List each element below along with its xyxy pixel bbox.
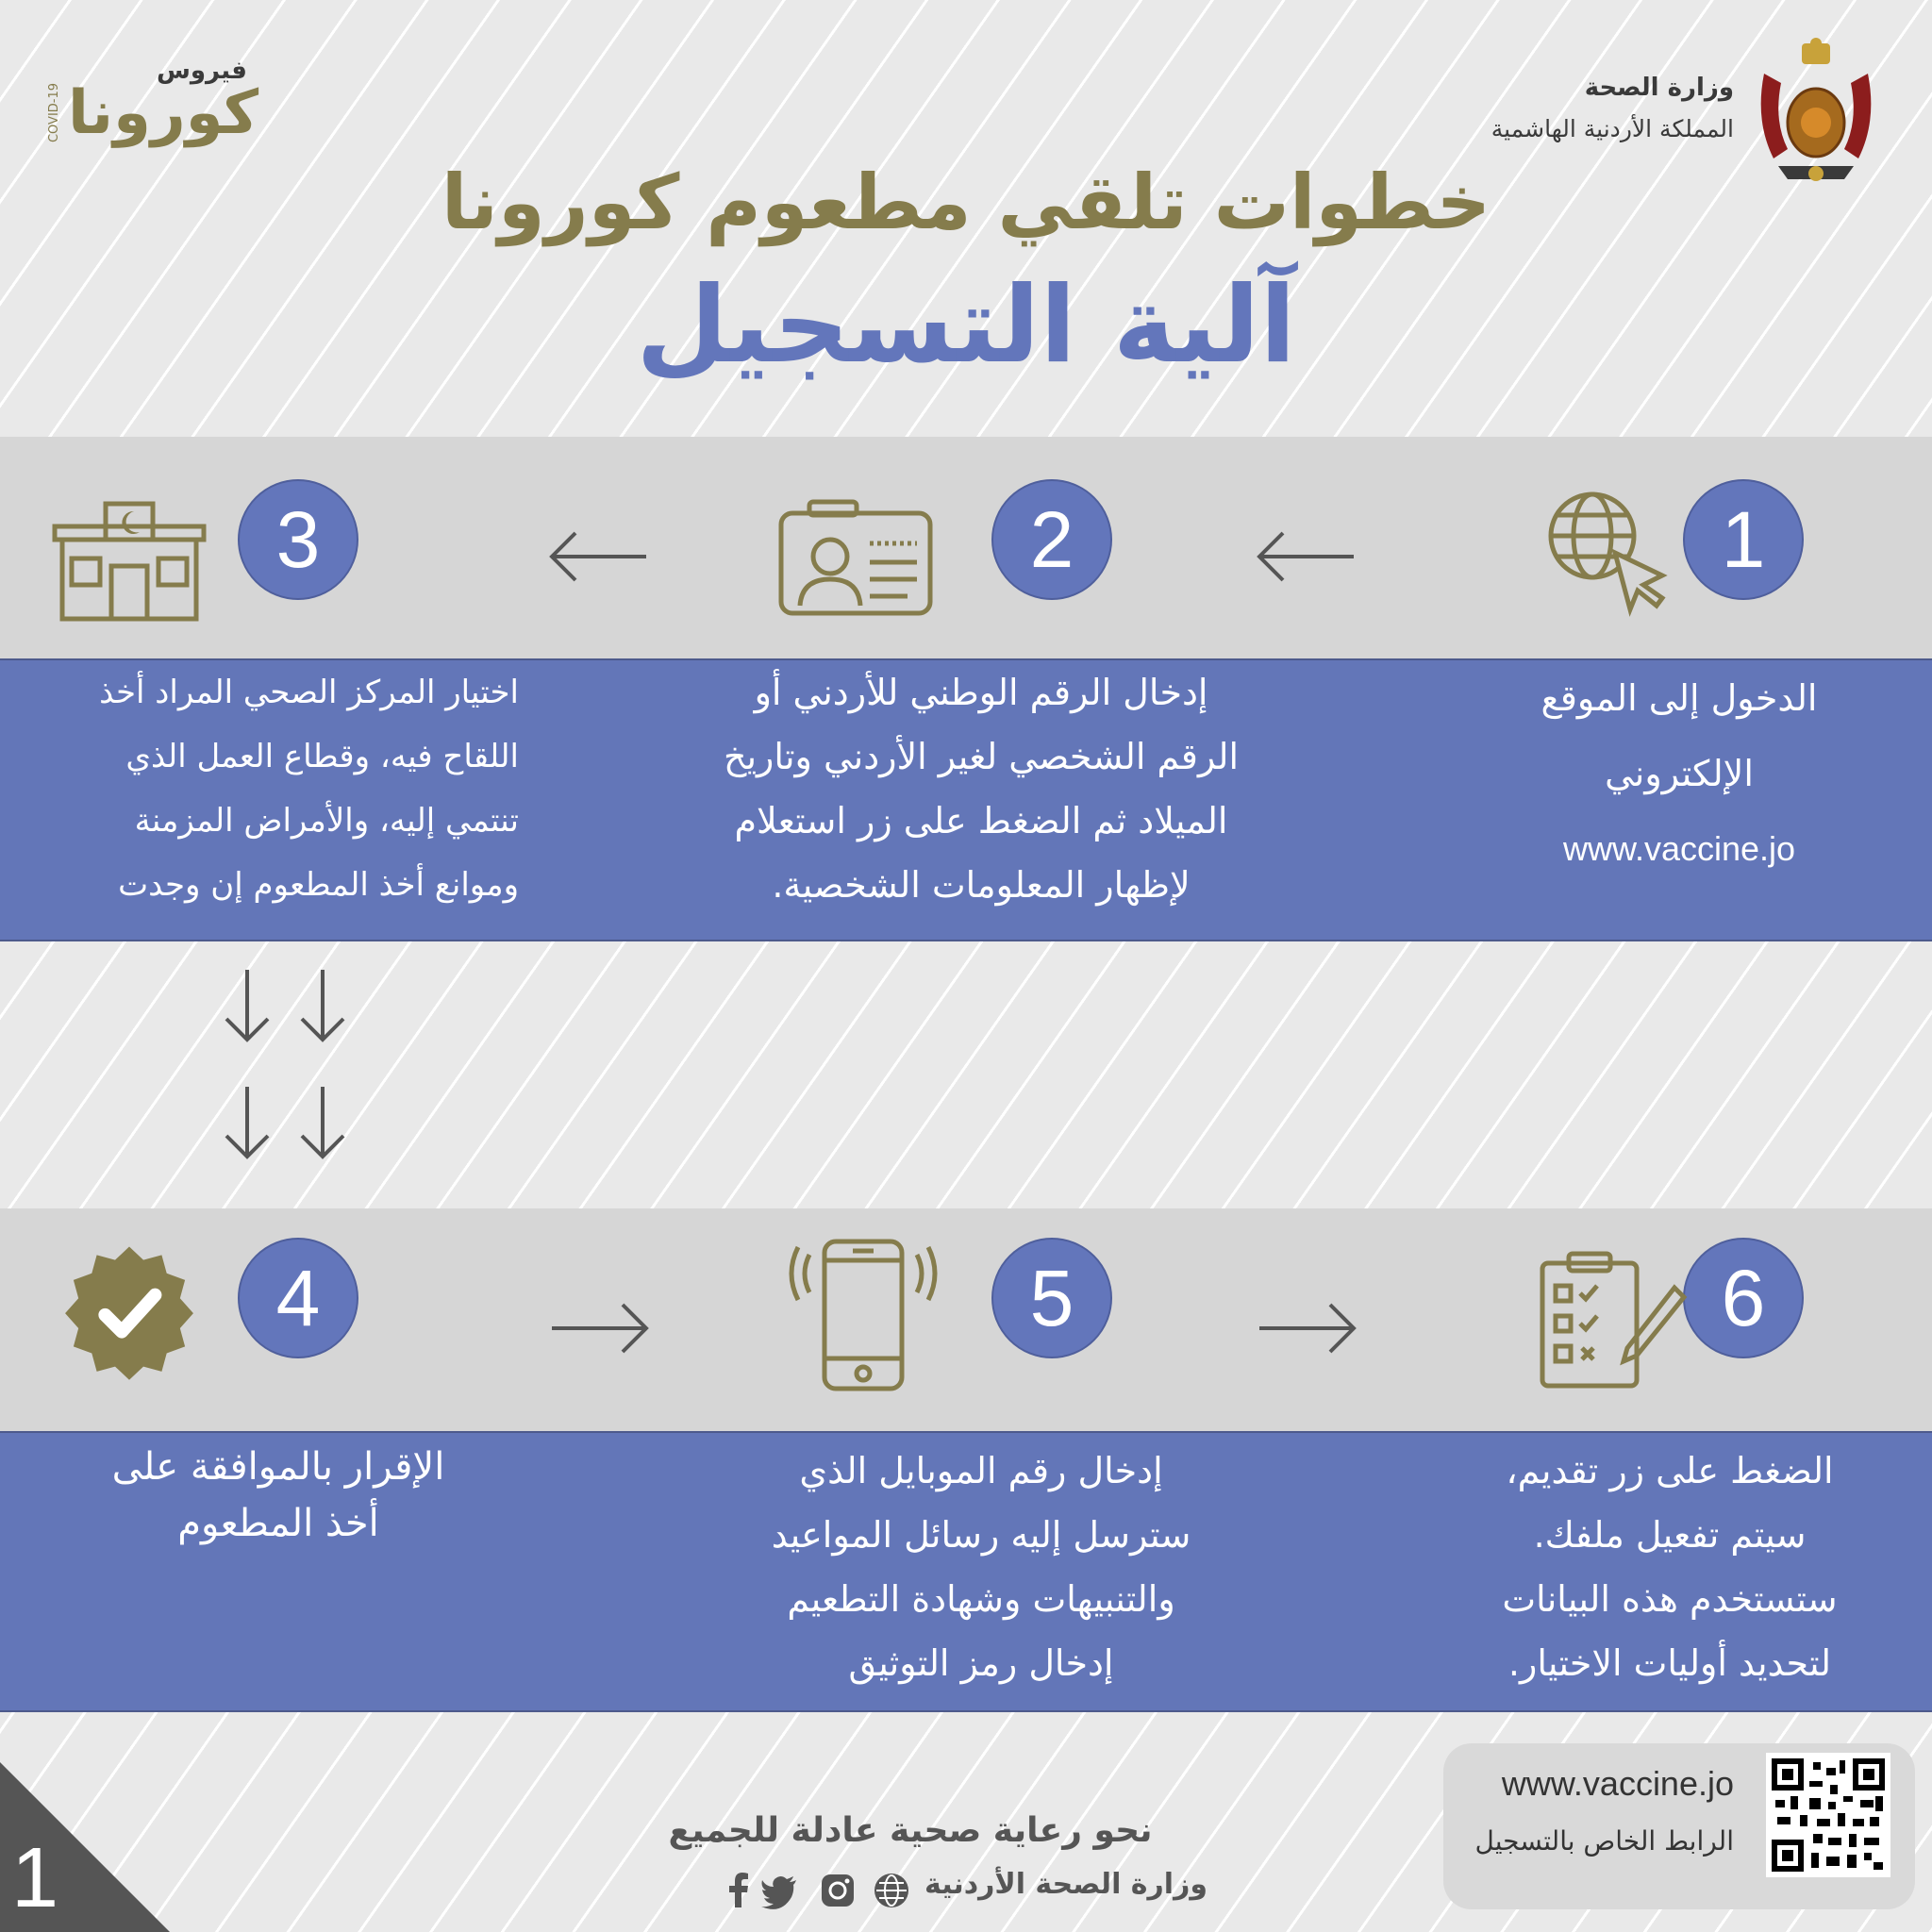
step-2-line: الميلاد ثم الضغط على زر استعلام (734, 800, 1228, 841)
health-center-icon (49, 491, 209, 632)
step-5-line: والتنبيهات وشهادة التطعيم (787, 1578, 1175, 1620)
step-4-line: الإقرار بالموافقة على (111, 1445, 445, 1489)
arrow-left-icon (1255, 528, 1358, 585)
footer-slogan: نحو رعاية صحية عادلة للجميع (668, 1811, 1153, 1850)
corona-logo-small: فيروس (157, 57, 247, 85)
step-1-text (1472, 660, 1887, 887)
globe-icon[interactable] (873, 1872, 910, 1909)
step-1-line: الدخول إلى الموقع (1541, 677, 1818, 719)
step-3-line: تنتمي إليه، والأمراض المزمنة (134, 802, 519, 840)
qr-label: الرابط الخاص بالتسجيل (1474, 1825, 1734, 1857)
qr-code-icon[interactable] (1766, 1753, 1890, 1877)
step-2-number: 2 (991, 479, 1112, 600)
id-card-icon (775, 491, 936, 632)
arrow-right-icon (547, 1300, 651, 1357)
step-2-line: لإظهار المعلومات الشخصية. (772, 864, 1191, 906)
step-2-line: الرقم الشخصي لغير الأردني وتاريخ (723, 736, 1240, 777)
approval-badge-icon (49, 1243, 209, 1385)
step-3-line: اللقاح فيه، وقطاع العمل الذي (125, 738, 519, 775)
step-4-number: 4 (238, 1238, 358, 1358)
checklist-icon (1533, 1250, 1693, 1391)
step-1-line: الإلكتروني (1605, 753, 1754, 794)
qr-url[interactable]: www.vaccine.jo (1501, 1764, 1734, 1803)
instagram-icon[interactable] (819, 1872, 857, 1909)
step-2-line: إدخال الرقم الوطني للأردني أو (754, 672, 1208, 713)
step-3-line: اختيار المركز الصحي المراد أخذ (99, 674, 519, 711)
page-number: 1 (11, 1831, 59, 1925)
step-6-line: سيتم تفعيل ملفك. (1533, 1514, 1807, 1556)
footer-ministry: وزارة الصحة الأردنية (924, 1868, 1208, 1901)
step-4-line: أخذ المطعوم (177, 1502, 379, 1545)
ministry-name: وزارة الصحة (1584, 74, 1734, 102)
twitter-icon[interactable] (760, 1872, 798, 1909)
step-5-line: إدخال رمز التوثيق (848, 1642, 1114, 1684)
step-6-line: لتحديد أوليات الاختيار. (1507, 1642, 1832, 1684)
down-arrows-icon (215, 962, 357, 1170)
step-1-number: 1 (1683, 479, 1804, 600)
step-1-url[interactable]: www.vaccine.jo (1562, 829, 1796, 868)
arrow-left-icon (547, 528, 651, 585)
step-6-number: 6 (1683, 1238, 1804, 1358)
facebook-icon[interactable] (721, 1872, 758, 1909)
globe-cursor-icon (1528, 481, 1689, 623)
mobile-phone-icon (783, 1236, 943, 1396)
step-6-line: ستستخدم هذه البيانات (1502, 1578, 1838, 1620)
step-5-text (651, 1439, 1311, 1695)
step-5-number: 5 (991, 1238, 1112, 1358)
step-3-number: 3 (238, 479, 358, 600)
step-5-line: سترسل إليه رسائل المواعيد (771, 1514, 1191, 1556)
step-2-text (651, 660, 1311, 917)
step-6-line: الضغط على زر تقديم، (1506, 1450, 1834, 1491)
arrow-right-icon (1255, 1300, 1358, 1357)
corona-virus-logo (47, 57, 279, 151)
page-title: خطوات تلقي مطعوم كورونا (441, 158, 1491, 246)
page-subtitle: آلية التسجيل (636, 264, 1296, 387)
step-6-text (1443, 1439, 1896, 1695)
corona-logo-covid: COVID-19 (47, 82, 62, 143)
step-4-text (38, 1439, 519, 1552)
corona-logo-big: كورونا (68, 78, 259, 148)
step-3-line: وموانع أخذ المطعوم إن وجدت (118, 866, 519, 904)
kingdom-name: المملكة الأردنية الهاشمية (1491, 115, 1734, 142)
step-3-text (38, 660, 519, 917)
step-5-line: إدخال رقم الموبايل الذي (799, 1450, 1163, 1491)
